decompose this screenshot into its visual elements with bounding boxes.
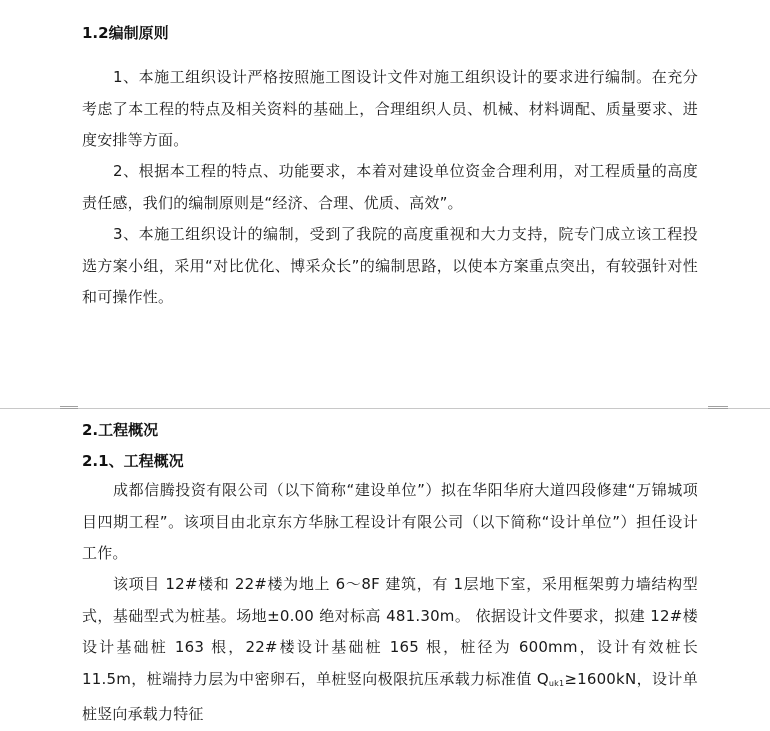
- section-heading-2: 2.工程概况: [82, 421, 159, 439]
- paragraph-overview-2-text: 该项目 12#楼和 22#楼为地上 6～8F 建筑，有 1层地下室，采用框架剪力墙结构型式，基础型式为桩基。场地±0.00 绝对标高 481.30m。 依据设计文件要求，拟建 12#楼设计基础桩 163 根，22#楼设计基础桩 165 根，桩径为 600mm，设计有效桩长 11.5m，桩端持力层为中密卵石，单桩竖向极限抗压承载力标准值 Q: [82, 575, 698, 688]
- paragraph-principle-1: 1、本施工组织设计严格按照施工图设计文件对施工组织设计的要求进行编制。在充分考虑了本工程的特点及相关资料的基础上，合理组织人员、机械、材料调配、质量要求、进度安排等方面。: [82, 68, 698, 149]
- subsection-heading-2-1: 2.1、工程概况: [82, 452, 184, 470]
- page-separator: [0, 408, 770, 409]
- paragraph-overview-2-tail: ≥1600kN，设计单桩竖向承载力特征: [82, 669, 698, 723]
- page-corner-mark: [708, 401, 728, 407]
- page-corner-mark: [60, 401, 78, 407]
- paragraph-principle-3: 3、本施工组织设计的编制，受到了我院的高度重视和大力支持，院专门成立该工程投选方案小组，采用“对比优化、博采众长”的编制思路，以使本方案重点突出，有较强针对性和可操作性。: [82, 225, 698, 306]
- q-subscript: uk1: [548, 678, 565, 688]
- section-heading-1-2: 1.2编制原则: [82, 24, 169, 42]
- paragraph-overview-2: [82, 569, 698, 731]
- document-page-2: [0, 410, 770, 723]
- paragraph-overview-1: 成都信腾投资有限公司（以下简称“建设单位”）拟在华阳华府大道四段修建“万锦城项目四期工程”。该项目由北京东方华脉工程设计有限公司（以下简称“设计单位”）担任设计工作。: [82, 481, 698, 562]
- paragraph-principle-2: 2、根据本工程的特点、功能要求，本着对建设单位资金合理利用，对工程质量的高度责任感，我们的编制原则是“经济、合理、优质、高效”。: [82, 162, 698, 212]
